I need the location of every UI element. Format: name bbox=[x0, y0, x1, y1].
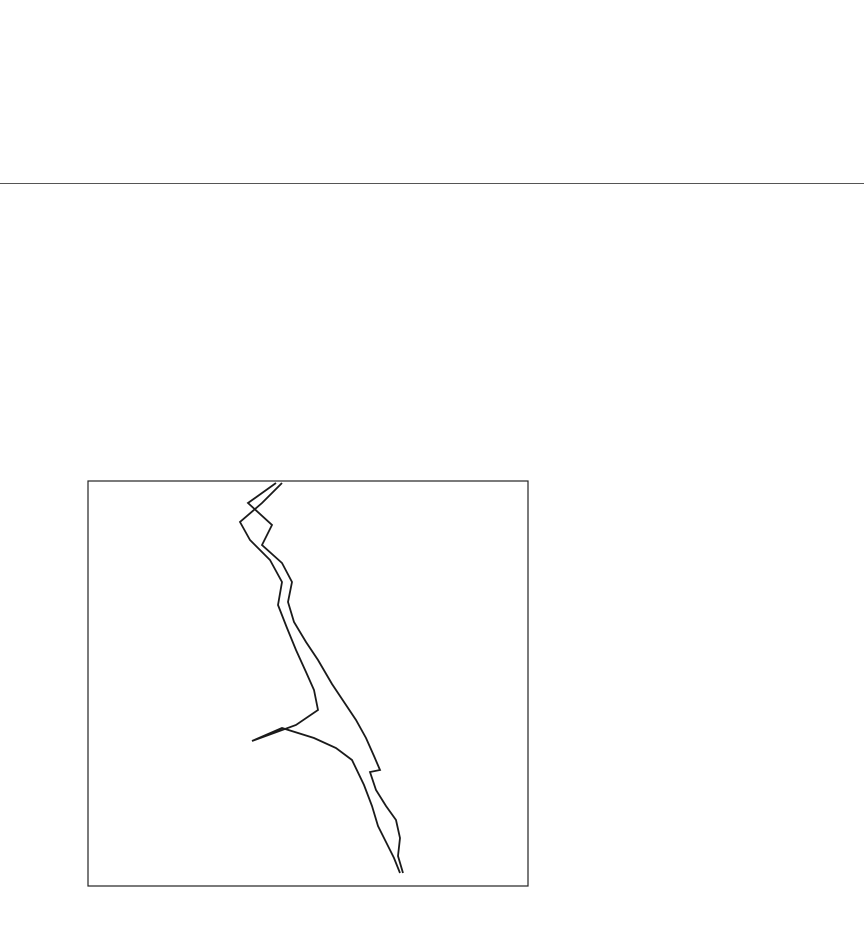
plot-frame bbox=[88, 481, 528, 886]
temperature-profile-line bbox=[248, 483, 403, 873]
paper-fold-line bbox=[0, 183, 864, 184]
dewpoint-profile-line bbox=[240, 483, 400, 873]
